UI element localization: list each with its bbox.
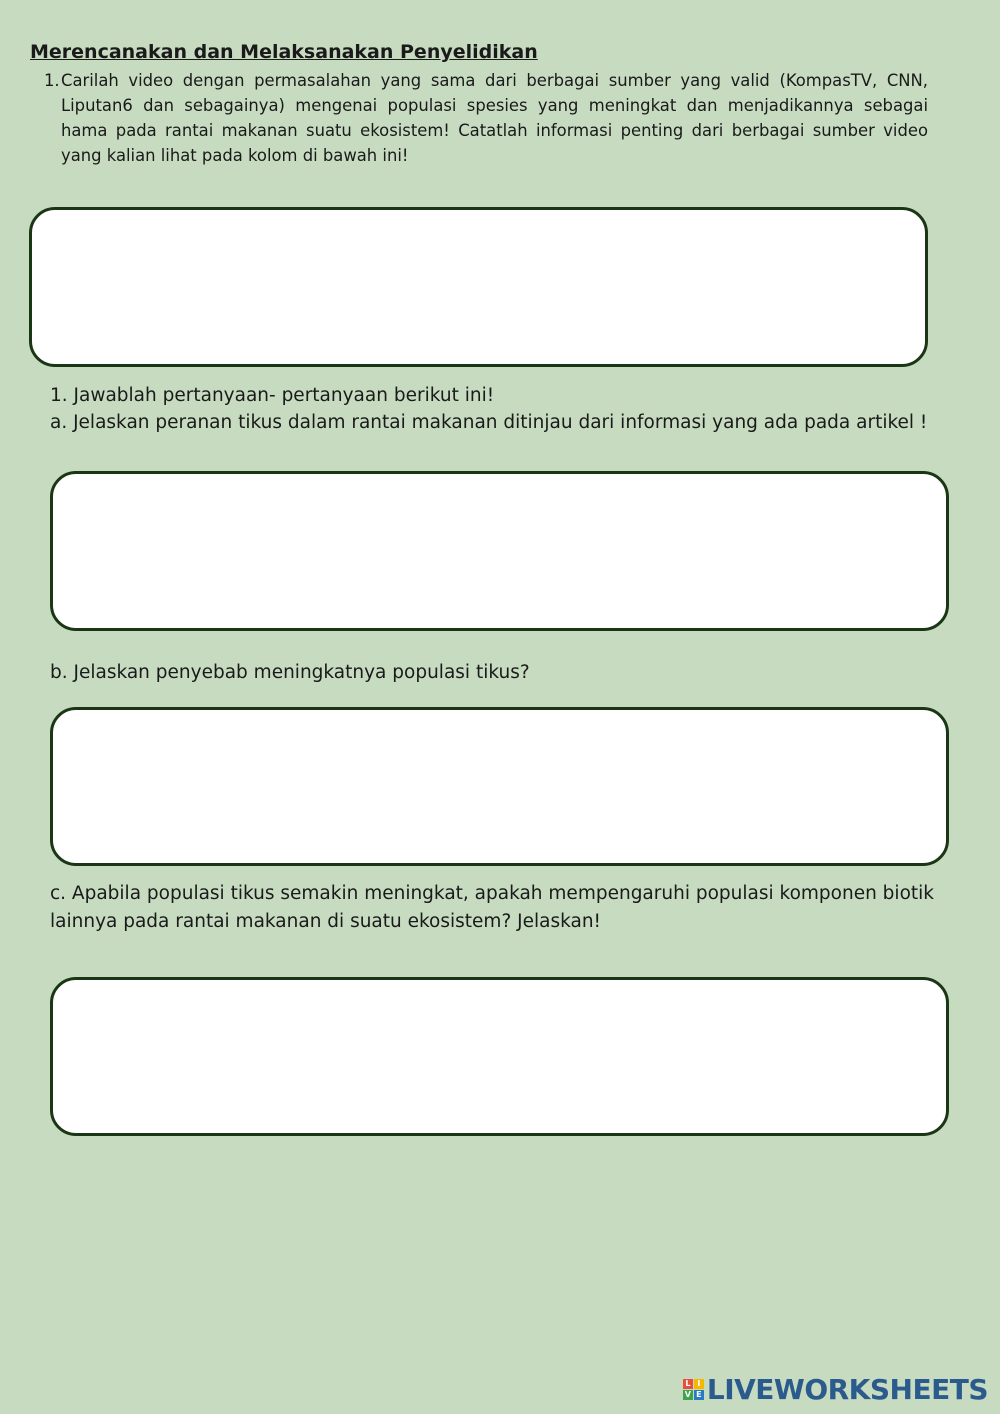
instruction-item (44, 68, 928, 168)
logo-letter-i: I (694, 1379, 704, 1389)
answer-c-box[interactable] (50, 977, 949, 1136)
question-c: c. Apabila populasi tikus semakin meningkat, apakah mempengaruhi populasi komponen biotik lainnya pada rantai makanan di suatu ekosistem? Jelaskan! (50, 883, 934, 932)
question-a: a. Jelaskan peranan tikus dalam rantai makanan ditinjau dari informasi yang ada pada artikel ! (50, 412, 928, 433)
logo-letter-v: V (684, 1390, 691, 1399)
logo-letter-l: L (683, 1379, 693, 1389)
liveworksheets-text: LIVEWORKSHEETS (706, 1373, 988, 1406)
section-title: Merencanakan dan Melaksanakan Penyelidikan (30, 41, 538, 63)
liveworksheets-watermark (683, 1373, 988, 1406)
questions-intro: 1. Jawablah pertanyaan- pertanyaan berikut ini! (50, 385, 495, 406)
answer-a-box[interactable] (50, 471, 949, 631)
logo-letter-e: E (694, 1390, 704, 1400)
instruction-text: Carilah video dengan permasalahan yang sama dari berbagai sumber yang valid (KompasTV, CNN, Liputan6 dan sebagainya) mengenai populasi spesies yang meningkat dan menjadikannya sebagai hama pada rantai makanan suatu ekosistem! Catatlah informasi penting dari berbagai sumber video yang kalian lihat pada kolom di bawah ini! (61, 71, 928, 165)
liveworksheets-logo-icon (683, 1379, 704, 1400)
instruction-number: 1. (44, 71, 60, 90)
video-notes-answer-box[interactable] (29, 207, 928, 367)
question-b: b. Jelaskan penyebab meningkatnya populasi tikus? (50, 662, 530, 683)
answer-b-box[interactable] (50, 707, 949, 866)
